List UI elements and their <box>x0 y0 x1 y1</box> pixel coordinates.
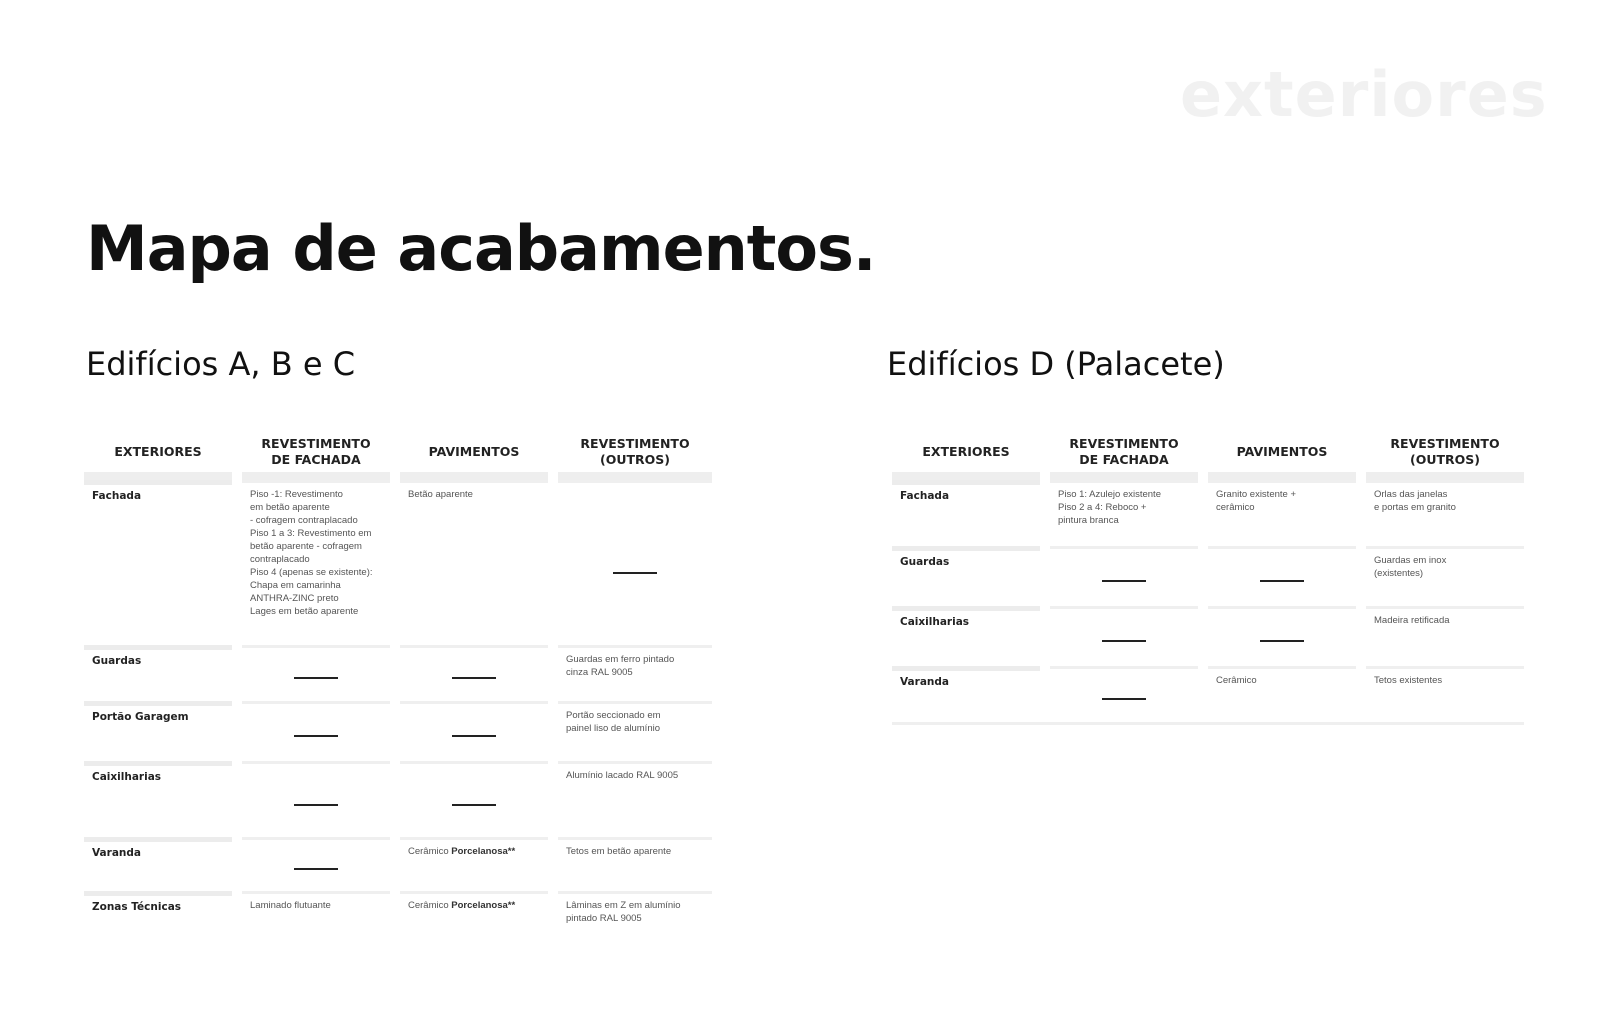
cell-fachada-outros: Orlas das janelas e portas em granito <box>1366 480 1524 546</box>
cell-caixilharias-pavimentos-empty <box>400 761 548 837</box>
column-header-revestimento-outros: REVESTIMENTO (OUTROS) <box>1366 432 1524 480</box>
row-label-varanda: Varanda <box>892 666 1040 722</box>
row-label-guardas: Guardas <box>84 645 232 701</box>
row-label-portao-garagem: Portão Garagem <box>84 701 232 761</box>
row-label-caixilharias: Caixilharias <box>892 606 1040 666</box>
cell-varanda-outros: Tetos existentes <box>1366 666 1524 722</box>
cell-guardas-revestimento-empty <box>1050 546 1198 606</box>
cell-varanda-pavimentos: Cerâmico <box>1208 666 1356 722</box>
brand-name: Porcelanosa** <box>451 900 516 911</box>
cell-guardas-outros: Guardas em inox (existentes) <box>1366 546 1524 606</box>
cell-guardas-pavimentos-empty <box>1208 546 1356 606</box>
cell-guardas-outros: Guardas em ferro pintado cinza RAL 9005 <box>558 645 712 701</box>
cell-zonas-pavimentos: Cerâmico Porcelanosa** <box>400 891 548 935</box>
finishes-table-d <box>892 432 1524 725</box>
cell-portao-outros: Portão seccionado em painel liso de alumínio <box>558 701 712 761</box>
column-header-exteriores: EXTERIORES <box>84 432 232 480</box>
column-header-exteriores: EXTERIORES <box>892 432 1040 480</box>
table-bottom-rule <box>892 722 1524 725</box>
column-header-revestimento-outros: REVESTIMENTO (OUTROS) <box>558 432 712 480</box>
cell-fachada-revestimento: Piso 1: Azulejo existente Piso 2 a 4: Reboco + pintura branca <box>1050 480 1198 546</box>
column-header-pavimentos: PAVIMENTOS <box>400 432 548 480</box>
section-watermark: exteriores <box>1180 58 1548 131</box>
row-label-fachada: Fachada <box>892 480 1040 546</box>
cell-varanda-revestimento-empty <box>1050 666 1198 722</box>
cell-portao-pavimentos-empty <box>400 701 548 761</box>
cell-caixilharias-outros: Alumínio lacado RAL 9005 <box>558 761 712 837</box>
cell-varanda-revestimento-empty <box>242 837 390 891</box>
section-heading-abc: Edifícios A, B e C <box>86 345 356 383</box>
cell-portao-revestimento-empty <box>242 701 390 761</box>
column-header-pavimentos: PAVIMENTOS <box>1208 432 1356 480</box>
cell-fachada-pavimentos: Granito existente + cerâmico <box>1208 480 1356 546</box>
cell-fachada-outros-empty <box>558 480 712 645</box>
column-header-revestimento-fachada: REVESTIMENTO DE FACHADA <box>242 432 390 480</box>
row-label-guardas: Guardas <box>892 546 1040 606</box>
cell-guardas-revestimento-empty <box>242 645 390 701</box>
cell-fachada-revestimento: Piso -1: Revestimento em betão aparente - cofragem contraplacado Piso 1 a 3: Revestimento em betão aparente - cofragem contraplacado Piso 4 (apenas se existente): Chapa em camarinha ANTHRA-ZINC preto Lages em betão aparente <box>242 480 390 645</box>
cell-fachada-pavimentos: Betão aparente <box>400 480 548 645</box>
cell-caixilharias-pavimentos-empty <box>1208 606 1356 666</box>
cell-zonas-outros: Lâminas em Z em alumínio pintado RAL 9005 <box>558 891 712 935</box>
cell-caixilharias-revestimento-empty <box>242 761 390 837</box>
cell-caixilharias-revestimento-empty <box>1050 606 1198 666</box>
cell-zonas-revestimento: Laminado flutuante <box>242 891 390 935</box>
row-label-varanda: Varanda <box>84 837 232 891</box>
row-label-zonas-tecnicas: Zonas Técnicas <box>84 891 232 935</box>
row-label-fachada: Fachada <box>84 480 232 645</box>
cell-caixilharias-outros: Madeira retificada <box>1366 606 1524 666</box>
finishes-table-abc <box>84 432 712 935</box>
section-heading-d: Edifícios D (Palacete) <box>887 345 1225 383</box>
row-label-caixilharias: Caixilharias <box>84 761 232 837</box>
cell-varanda-outros: Tetos em betão aparente <box>558 837 712 891</box>
column-header-revestimento-fachada: REVESTIMENTO DE FACHADA <box>1050 432 1198 480</box>
page-title: Mapa de acabamentos. <box>86 212 876 285</box>
cell-guardas-pavimentos-empty <box>400 645 548 701</box>
cell-varanda-pavimentos: Cerâmico Porcelanosa** <box>400 837 548 891</box>
brand-name: Porcelanosa** <box>451 846 516 857</box>
